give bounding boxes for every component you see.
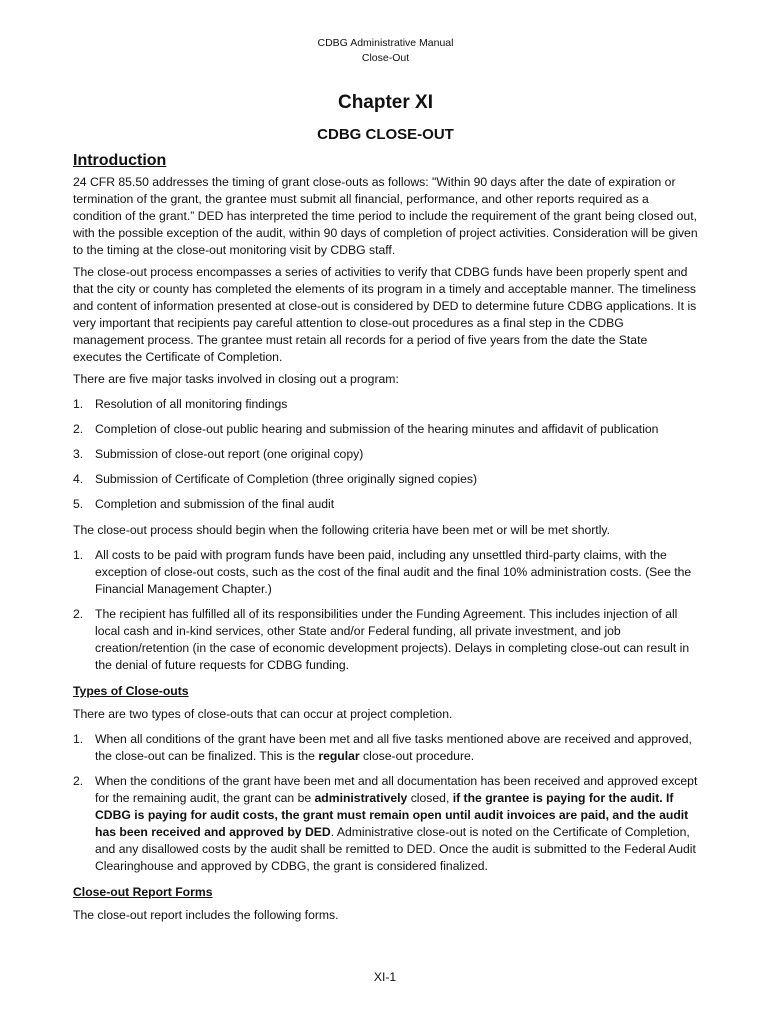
list-number: 1. xyxy=(73,397,84,411)
list-text: The recipient has fulfilled all of its responsibilities under the Funding Agreement. This includes injection of all local cash and in-kind services, other State and/or Federal funding, all private investment, and job creation/retention (in the case of economic development projects). Delays in completing close-out can result in the denial of future requests for CDBG funding. xyxy=(95,607,690,672)
list-text: closed, xyxy=(407,791,453,805)
list-text: Completion and submission of the final audit xyxy=(95,497,335,511)
emphasis-text: regular xyxy=(318,749,360,763)
list-text: close-out procedure. xyxy=(359,749,475,763)
emphasis-text: administratively xyxy=(314,791,408,805)
tasks-list xyxy=(73,396,698,513)
header-section: Close-Out xyxy=(361,52,410,64)
list-number: 1. xyxy=(73,548,84,562)
list-number: 3. xyxy=(73,447,84,461)
list-number: 2. xyxy=(73,607,84,621)
list-item xyxy=(73,421,698,438)
criteria-intro: The close-out process should begin when the following criteria have been met or will be met shortly. xyxy=(73,523,610,537)
chapter-title: Chapter XI xyxy=(337,92,434,113)
header-manual-title: CDBG Administrative Manual xyxy=(317,37,454,49)
list-text: Submission of close-out report (one original copy) xyxy=(95,447,364,461)
introduction-heading: Introduction xyxy=(73,152,167,169)
emphasis-text: if the grantee is paying for the audit. If CDBG is paying for audit costs, the grant must remain open until audit invoices are paid, and the audit has been received and approved by DED xyxy=(95,791,689,839)
list-item xyxy=(73,731,698,765)
intro-paragraph-1: 24 CFR 85.50 addresses the timing of grant close-outs as follows: "Within 90 days after the date of expiration or termination of the grant, the grantee must submit all financial, performance, and other reports required as a condition of the grant.” DED has interpreted the time period to include the requirement of the grant being closed out, with the possible exception of the audit, within 90 days of completion of project activities. Consideration will be given to the timing at the close-out monitoring visit by CDBG staff. xyxy=(73,175,698,257)
chapter-subtitle: CDBG CLOSE-OUT xyxy=(317,126,454,143)
types-heading: Types of Close-outs xyxy=(73,684,189,698)
list-item xyxy=(73,496,698,513)
list-number: 1. xyxy=(73,732,84,746)
types-intro: There are two types of close-outs that can occur at project completion. xyxy=(73,707,453,721)
list-item xyxy=(73,606,698,674)
list-item xyxy=(73,396,698,413)
page-number: XI-1 xyxy=(373,970,397,984)
list-text: Completion of close-out public hearing and submission of the hearing minutes and affidavit of publication xyxy=(95,422,659,436)
criteria-list xyxy=(73,547,698,674)
list-number: 4. xyxy=(73,472,84,486)
list-item xyxy=(73,773,698,875)
list-item xyxy=(73,446,698,463)
forms-intro: The close-out report includes the following forms. xyxy=(73,908,339,922)
intro-paragraph-2: The close-out process encompasses a series of activities to verify that CDBG funds have been properly spent and that the city or county has completed the elements of its program in a timely and acceptable manner. The timeliness and content of information presented at close-out is considered by DED to determine future CDBG applications. It is very important that recipients pay careful attention to close-out procedures as a final step in the CDBG management process. The grantee must retain all records for a period of five years from the date the State executes the Certificate of Completion. xyxy=(73,265,697,364)
intro-paragraph-3: There are five major tasks involved in closing out a program: xyxy=(73,372,399,386)
running-header xyxy=(73,36,698,66)
list-item xyxy=(73,471,698,488)
list-text: When the conditions of the grant have been met and all documentation has been received and approved except for the remaining audit, the grant can be xyxy=(95,774,698,805)
list-number: 2. xyxy=(73,774,84,788)
list-text: Submission of Certificate of Completion (three originally signed copies) xyxy=(95,472,478,486)
list-number: 2. xyxy=(73,422,84,436)
list-item xyxy=(73,547,698,598)
list-number: 5. xyxy=(73,497,84,511)
list-text: . Administrative close-out is noted on the Certificate of Completion, and any disallowed costs by the audit shall be remitted to DED. Once the audit is submitted to the Federal Audit Clearinghouse and approved by CDBG, the grant is considered finalized. xyxy=(95,825,696,873)
forms-heading: Close-out Report Forms xyxy=(73,885,213,899)
list-text: When all conditions of the grant have been met and all five tasks mentioned above are received and approved, the close-out can be finalized. This is the xyxy=(95,732,692,763)
list-text: All costs to be paid with program funds have been paid, including any unsettled third-party claims, with the exception of close-out costs, such as the cost of the final audit and the final 10% administration costs. (See the Financial Management Chapter.) xyxy=(95,548,692,596)
types-list xyxy=(73,731,698,875)
list-text: Resolution of all monitoring findings xyxy=(95,397,288,411)
